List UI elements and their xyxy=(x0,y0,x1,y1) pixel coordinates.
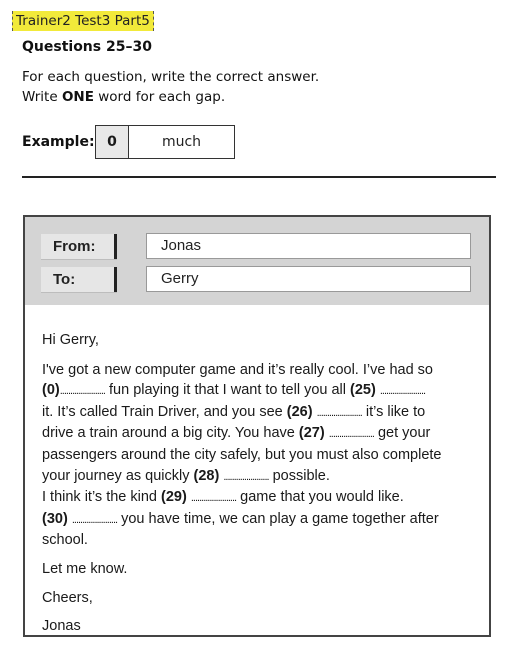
email-line xyxy=(42,360,482,381)
email-sign-off: Cheers, xyxy=(42,589,93,606)
to-label: To: xyxy=(41,267,117,292)
email-text: your journey as quickly xyxy=(42,467,194,484)
email-text: passengers around the city safely, but you must also complete xyxy=(42,446,442,463)
email-line xyxy=(42,509,482,531)
email-greeting: Hi Gerry, xyxy=(42,332,99,348)
to-field: Gerry xyxy=(146,266,471,292)
email-text: you have time, we can play a game together after xyxy=(117,510,439,527)
email-line xyxy=(42,487,482,509)
email-line xyxy=(42,423,482,445)
email-text: it. It’s called Train Driver, and you see xyxy=(42,403,287,420)
email-line xyxy=(42,530,482,551)
email-closing-line: Let me know. xyxy=(42,560,128,577)
answer-gap: ...................... xyxy=(190,492,237,505)
email-text: it’s like to xyxy=(361,403,426,420)
gap-number: (26) xyxy=(286,403,313,420)
email-line xyxy=(42,445,482,466)
instruction-line-2 xyxy=(22,87,319,107)
instruction-line-1: For each question, write the correct answer. xyxy=(22,69,320,85)
email-header xyxy=(25,217,489,305)
email-text: school. xyxy=(42,532,88,549)
from-label: From: xyxy=(41,234,117,259)
answer-gap: ...................... xyxy=(71,513,118,526)
instructions xyxy=(22,67,319,107)
answer-gap: ...................... xyxy=(379,385,426,398)
example-box xyxy=(95,125,235,159)
example-label: Example: xyxy=(22,134,95,150)
instruction-text: Write xyxy=(22,89,62,105)
email-line xyxy=(42,402,482,424)
email-text: fun playing it that I want to tell you all xyxy=(104,382,351,399)
gap-number: (25) xyxy=(350,382,376,399)
email-signature: Jonas xyxy=(42,618,81,635)
divider-rule xyxy=(22,176,496,178)
from-field: Jonas xyxy=(146,233,471,259)
gap-number: (28) xyxy=(193,467,220,484)
email-text: I think it’s the kind xyxy=(42,489,162,506)
answer-gap: ...................... xyxy=(328,428,374,441)
email-body xyxy=(42,330,482,637)
gap-number: (27) xyxy=(298,425,325,442)
answer-gap: ...................... xyxy=(223,470,269,483)
email-frame xyxy=(23,215,491,637)
gap-number: (29) xyxy=(161,489,187,506)
worksheet-tag: Trainer2 Test3 Part5 xyxy=(12,11,154,31)
email-text: game that you would like. xyxy=(236,489,404,506)
answer-gap: ...................... xyxy=(59,385,105,398)
example-number: 0 xyxy=(96,126,129,158)
instruction-emphasis: ONE xyxy=(61,89,94,105)
email-text: drive a train around a big city. You have xyxy=(42,425,299,442)
email-paragraph xyxy=(42,360,482,551)
email-text: get your xyxy=(373,425,431,442)
answer-gap: ...................... xyxy=(316,406,362,419)
gap-number: (0) xyxy=(42,382,60,399)
instruction-text: word for each gap. xyxy=(93,89,226,105)
email-line xyxy=(42,466,482,488)
questions-heading: Questions 25–30 xyxy=(22,39,152,55)
email-text: I've got a new computer game and it’s really cool. I’ve had so xyxy=(42,361,433,378)
example-answer: much xyxy=(161,134,202,150)
email-text: possible. xyxy=(268,467,330,484)
gap-number: (30) xyxy=(42,510,68,527)
email-line xyxy=(42,380,482,402)
